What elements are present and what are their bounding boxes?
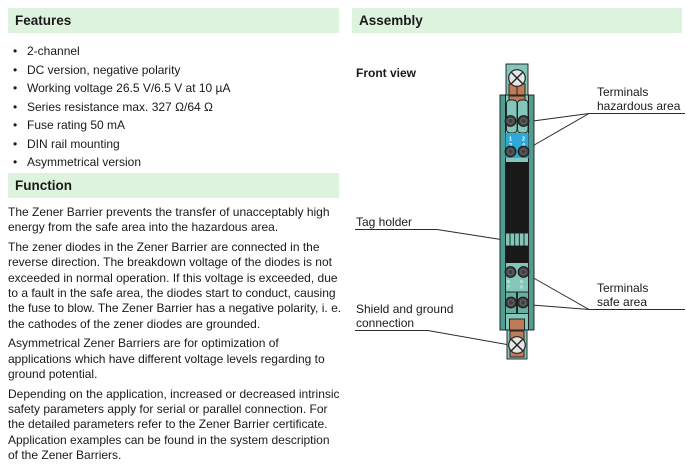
top-screw-icon xyxy=(509,70,526,87)
terminal-number: 8 xyxy=(520,284,523,290)
terminal-number: 2 xyxy=(521,136,526,143)
tag-holder xyxy=(506,233,529,246)
bottom-screw-icon xyxy=(509,337,526,354)
labelling-field-lower xyxy=(506,246,529,263)
shield-ground-label: Shield and ground connection xyxy=(356,302,454,330)
terminal-number: 5 xyxy=(507,279,510,284)
terminals-safe-label: Terminals safe area xyxy=(597,281,649,309)
leader-shield xyxy=(355,331,510,346)
terminal-number: 1 xyxy=(508,136,513,143)
features-title: Features xyxy=(15,13,72,28)
feature-item: • Asymmetrical version xyxy=(10,153,340,172)
feature-item: • DC version, negative polarity xyxy=(10,61,340,80)
terminals-hazardous-label: Terminals hazardous area xyxy=(597,85,681,113)
terminal-number: 6 xyxy=(520,279,523,284)
function-paragraph: The zener diodes in the Zener Barrier are connected in the reverse direction. The breakdown voltage of the diodes is not exceeded in normal operation. If this voltage is exceeded, due to a fault in the safe area, the diodes start to conduct, causing the fuse to blow. The Zener Barrier has a negative polarity, i. e. the cathodes of the zener diodes are grounded. xyxy=(8,240,342,331)
feature-item: • Working voltage 26.5 V/6.5 V at 10 µA xyxy=(10,79,340,98)
function-paragraph: The Zener Barrier prevents the transfer of unacceptably high energy from the safe area into the hazardous area. xyxy=(8,205,330,235)
leader-hazardous-2 xyxy=(529,114,589,149)
front-view-label: Front view xyxy=(356,66,417,80)
leader-tag-holder xyxy=(355,230,501,240)
assembly-title: Assembly xyxy=(359,13,423,28)
feature-item: • Series resistance max. 327 Ω/64 Ω xyxy=(10,98,340,117)
terminal-number: 7 xyxy=(507,284,510,290)
zener-barrier-device xyxy=(500,64,534,359)
function-title: Function xyxy=(15,178,72,193)
function-paragraph: Depending on the application, increased or decreased intrinsic safety parameters apply for serial or parallel connection. For the detailed parameters refer to the Zener Barrier certificate. Application examples can be found in the system description of the Zener Barriers. xyxy=(8,386,340,462)
labelling-field-upper xyxy=(506,162,529,233)
leader-safe-2 xyxy=(532,305,589,310)
feature-item: • Fuse rating 50 mA xyxy=(10,116,340,135)
function-paragraph: Asymmetrical Zener Barriers are for optimization of applications which have different voltage levels regarding to ground potential. xyxy=(8,336,325,381)
feature-item: • DIN rail mounting xyxy=(10,135,340,154)
leader-hazardous-1 xyxy=(533,114,685,122)
feature-item: • 2-channel xyxy=(10,42,340,61)
tag-holder-label: Tag holder xyxy=(356,215,413,229)
right-rail xyxy=(529,95,535,330)
left-rail xyxy=(500,95,506,330)
